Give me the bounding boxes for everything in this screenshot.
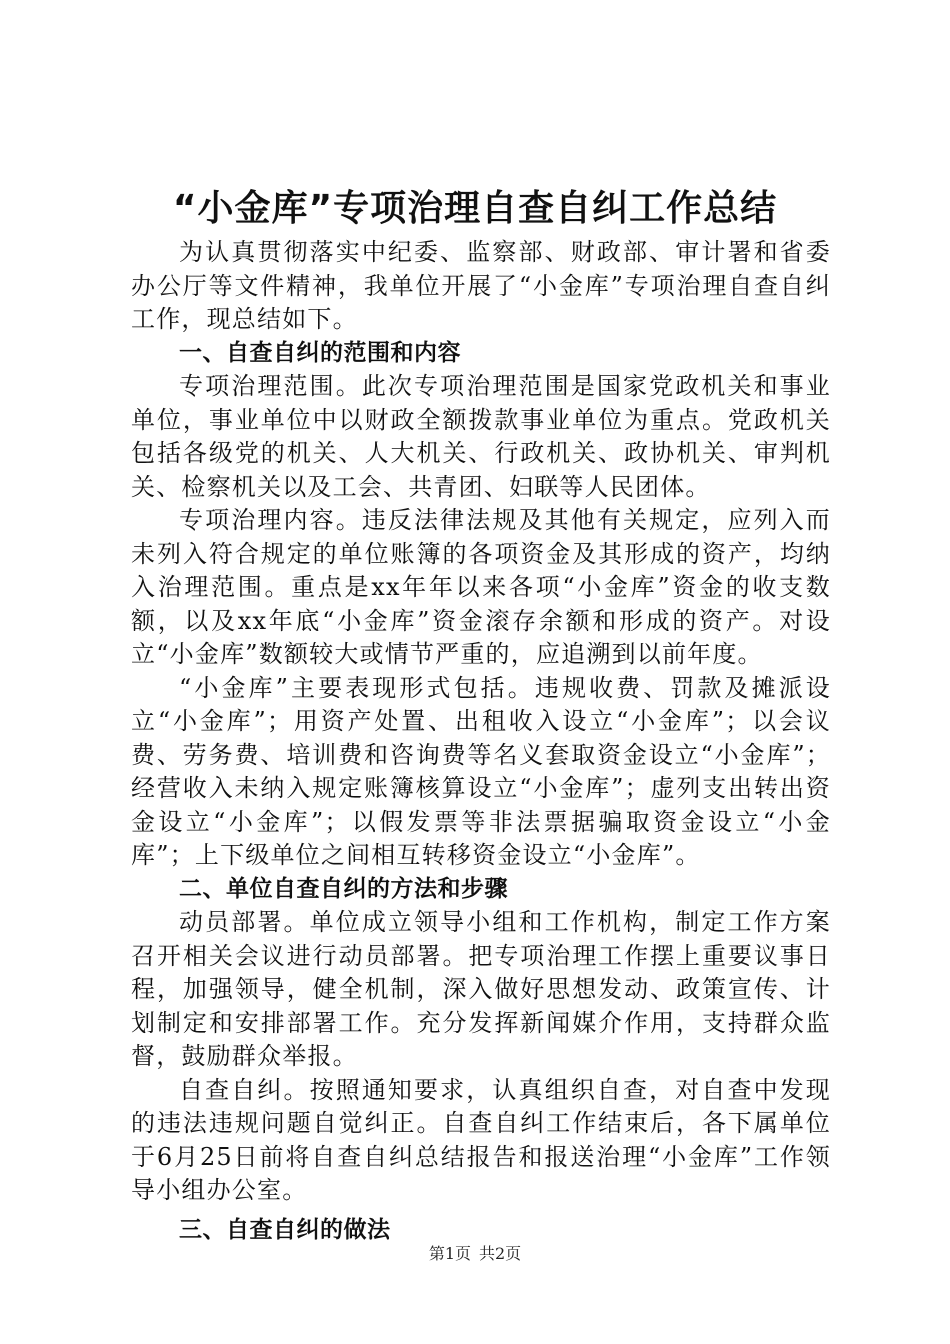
section-3-heading: 三、自查自纠的做法 [179,1216,391,1243]
section-1-paragraph-content: 专项治理内容。违反法律法规及其他有关规定，应列入而未列入符合规定的单位账簿的各项资金及其形成的资产，均纳入治理范围。重点是xx年年以来各项“小金库”资金的收支数额，以及xx年底“小金库”资金滚存余额和形成的资产。对设立“小金库”数额较大或情节严重的，应追溯到以前年度。 [131,506,831,668]
document-body [131,236,831,1247]
section-1-heading: 一、自查自纠的范围和内容 [179,339,461,366]
section-1-paragraph-forms: “小金库”主要表现形式包括。违规收费、罚款及摊派设立“小金库”；用资产处置、出租收入设立“小金库”；以会议费、劳务费、培训费和咨询费等名义套取资金设立“小金库”；经营收入未纳入规定账簿核算设立“小金库”；虚列支出转出资金设立“小金库”；以假发票等非法票据骗取资金设立“小金库”；上下级单位之间相互转移资金设立“小金库”。 [131,673,831,869]
section-1-paragraph-scope: 专项治理范围。此次专项治理范围是国家党政机关和事业单位，事业单位中以财政全额拨款事业单位为重点。党政机关包括各级党的机关、人大机关、行政机关、政协机关、审判机关、检察机关以及工会、共青团、妇联等人民团体。 [131,372,831,501]
intro-paragraph: 为认真贯彻落实中纪委、监察部、财政部、审计署和省委办公厅等文件精神，我单位开展了“小金库”专项治理自查自纠工作，现总结如下。 [131,238,831,333]
section-2-heading: 二、单位自查自纠的方法和步骤 [179,875,508,902]
section-2-paragraph-mobilize: 动员部署。单位成立领导小组和工作机构，制定工作方案召开相关会议进行动员部署。把专项治理工作摆上重要议事日程，加强领导，健全机制，深入做好思想发动、政策宣传、计划制定和安排部署工作。充分发挥新闻媒介作用，支持群众监督，鼓励群众举报。 [131,908,831,1070]
page-footer [0,1243,950,1265]
page-number: 第1页 [428,1244,471,1263]
section-2-paragraph-self-check: 自查自纠。按照通知要求，认真组织自查，对自查中发现的违法违规问题自觉纠正。自查自纠工作结束后，各下属单位于6月25日前将自查自纠总结报告和报送治理“小金库”工作领导小组办公室。 [131,1075,831,1204]
page-total: 共2页 [479,1244,522,1263]
document-title: “小金库”专项治理自查自纠工作总结 [172,188,778,229]
